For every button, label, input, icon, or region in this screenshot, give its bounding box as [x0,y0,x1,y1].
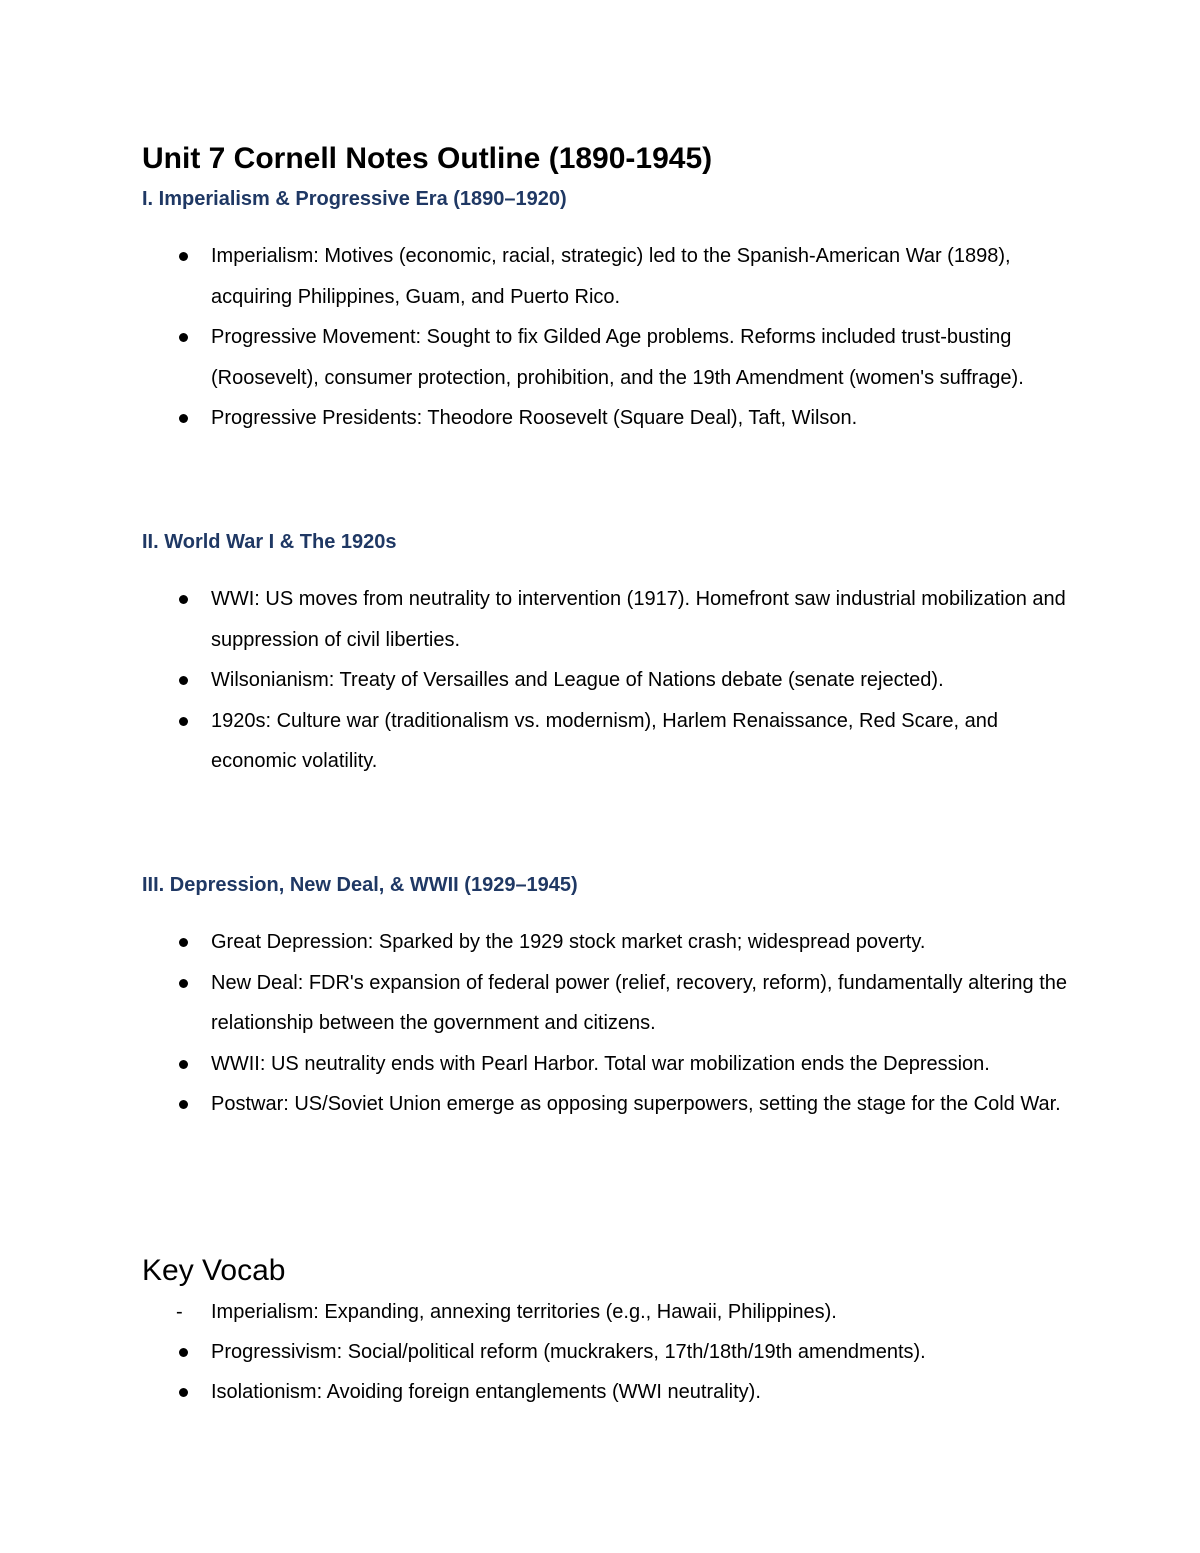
vocab-item [0,1376,1200,1408]
section-3-list [0,922,1200,1125]
bullet-icon [179,938,188,947]
key-vocab-list [0,1296,1200,1416]
key-vocab-heading: Key Vocab [142,1254,286,1287]
bullet-icon [179,1100,188,1109]
list-item [0,398,1200,439]
list-item [0,963,1200,1044]
list-item-text: WWI: US moves from neutrality to intervention (1917). Homefront saw industrial mobilization and suppression of civil liberties. [211,588,1066,651]
bullet-icon [179,1348,188,1357]
list-item-text: Progressive Movement: Sought to fix Gilded Age problems. Reforms included trust-busting (Roosevelt), consumer protection, prohibition, and the 19th Amendment (women's suffrage). [211,326,1024,389]
vocab-item [0,1296,1200,1328]
list-item [0,660,1200,701]
list-item-text: Wilsonianism: Treaty of Versailles and League of Nations debate (senate rejected). [211,669,944,691]
list-item [0,579,1200,660]
bullet-icon [179,1388,188,1397]
list-item [0,701,1200,782]
list-item [0,236,1200,317]
list-item-text: Progressive Presidents: Theodore Roosevelt (Square Deal), Taft, Wilson. [211,407,858,429]
bullet-icon [179,676,188,685]
bullet-icon [179,979,188,988]
bullet-icon [179,333,188,342]
list-item [0,1044,1200,1085]
section-heading-1: I. Imperialism & Progressive Era (1890–1920) [142,188,567,210]
section-2-list [0,579,1200,782]
vocab-item-text: Isolationism: Avoiding foreign entanglements (WWI neutrality). [211,1381,761,1403]
vocab-item-text: Progressivism: Social/political reform (muckrakers, 17th/18th/19th amendments). [211,1341,926,1363]
list-item-text: 1920s: Culture war (traditionalism vs. modernism), Harlem Renaissance, Red Scare, and economic volatility. [211,709,998,772]
section-heading-2: II. World War I & The 1920s [142,531,397,553]
bullet-icon [179,595,188,604]
list-item-text: Postwar: US/Soviet Union emerge as opposing superpowers, setting the stage for the Cold War. [211,1093,1061,1115]
list-item-text: New Deal: FDR's expansion of federal power (relief, recovery, reform), fundamentally altering the relationship between the government and citizens. [211,971,1068,1034]
section-heading-3: III. Depression, New Deal, & WWII (1929–1945) [142,874,578,896]
list-item [0,317,1200,398]
bullet-icon [179,252,188,261]
bullet-icon [179,1060,188,1069]
vocab-item-text: Imperialism: Expanding, annexing territories (e.g., Hawaii, Philippines). [211,1301,837,1323]
section-1-list [0,236,1200,439]
vocab-item [0,1336,1200,1368]
bullet-icon [179,717,188,726]
list-item [0,922,1200,963]
bullet-icon [179,414,188,423]
list-item-text: Imperialism: Motives (economic, racial, strategic) led to the Spanish-American War (1898), acquiring Philippines, Guam, and Puerto Rico. [211,245,1011,308]
document-title: Unit 7 Cornell Notes Outline (1890-1945) [142,142,713,175]
list-item-text: WWII: US neutrality ends with Pearl Harbor. Total war mobilization ends the Depression. [211,1052,990,1075]
dash-marker-icon: - [176,1301,183,1323]
list-item [0,1084,1200,1125]
list-item-text: Great Depression: Sparked by the 1929 stock market crash; widespread poverty. [211,931,926,953]
